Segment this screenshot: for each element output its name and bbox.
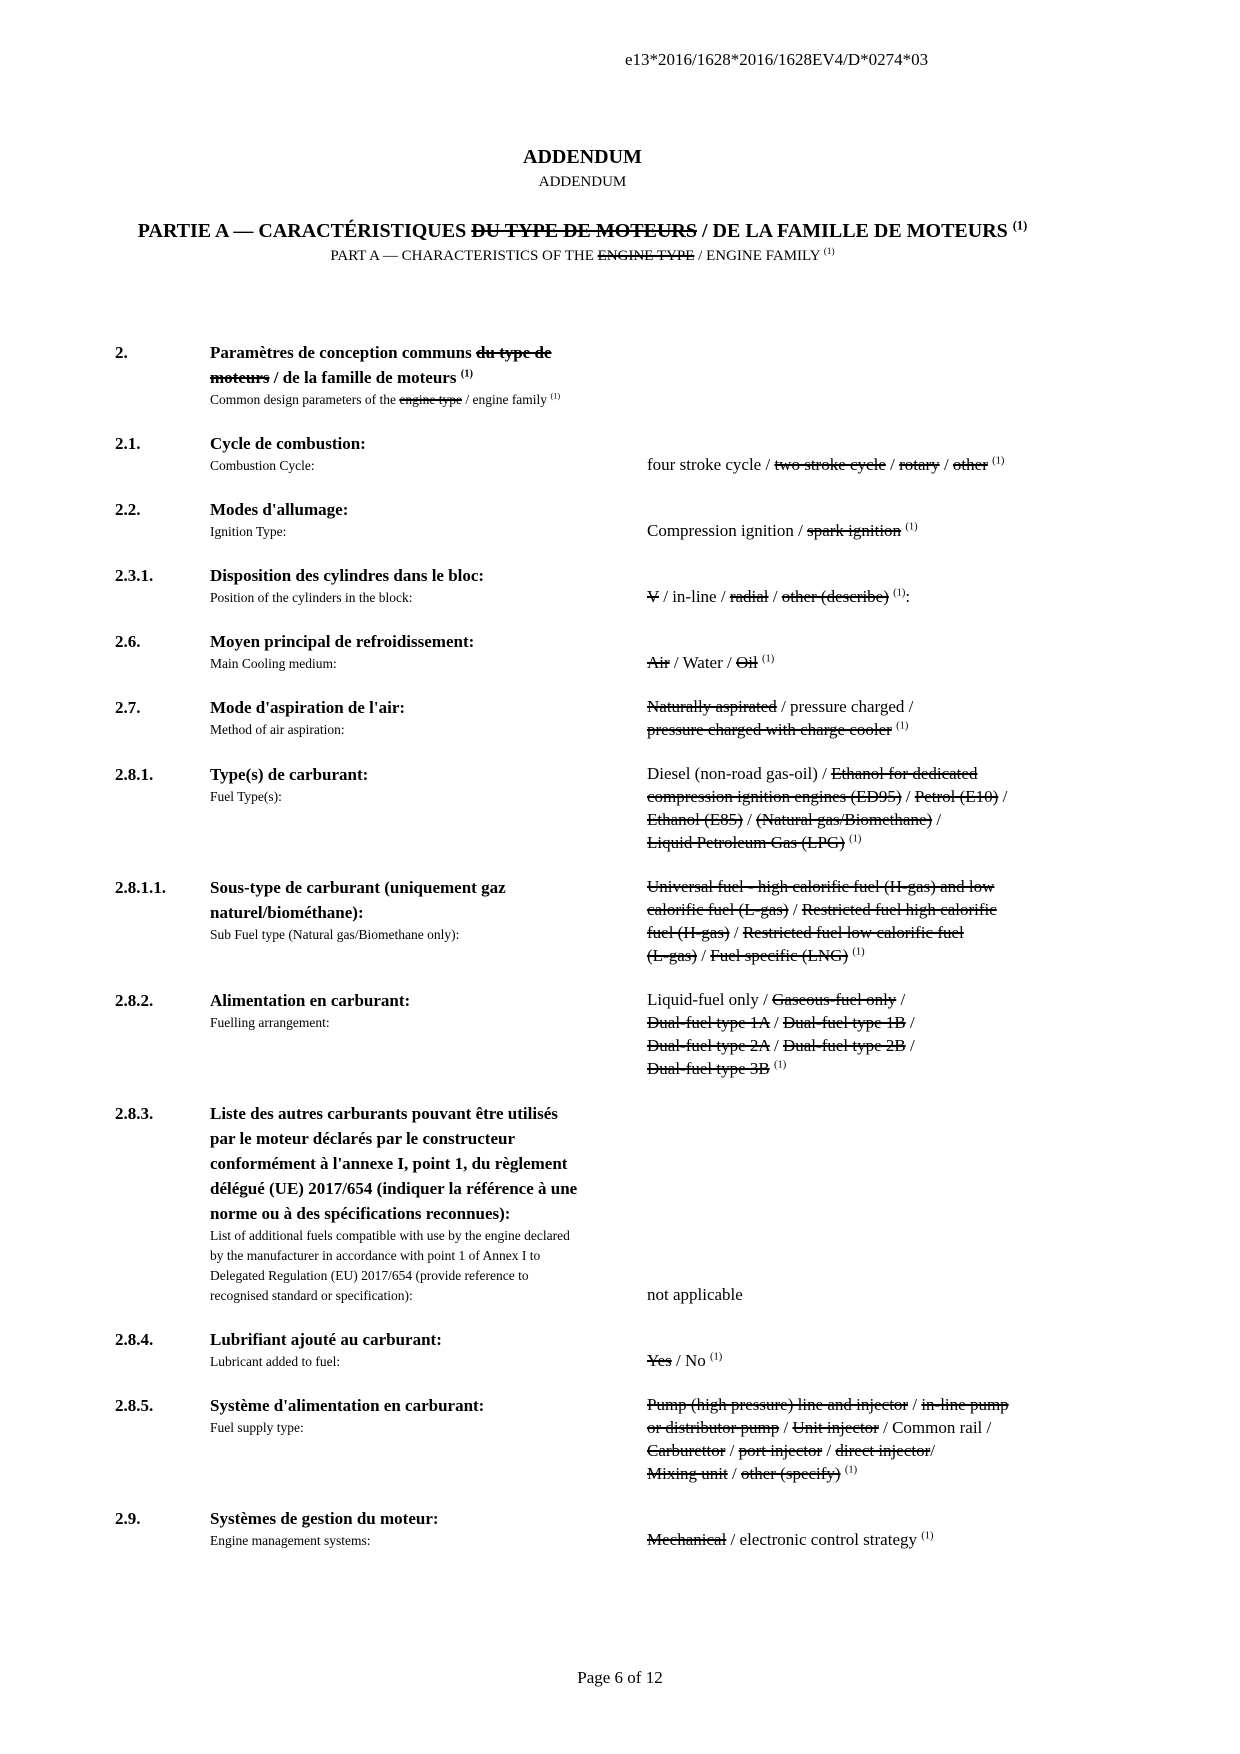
section-label-fr: [210, 340, 647, 365]
struck-text: (L-gas): [647, 946, 698, 965]
struck-text: Pump (high pressure) line and injector: [647, 1395, 909, 1414]
section-label-fr: [210, 1101, 647, 1126]
section-label: [210, 1327, 647, 1372]
section-label-en: [210, 720, 647, 740]
section-value-line: [647, 762, 1145, 785]
section-value-line: [647, 453, 1145, 476]
section-value-line: [647, 875, 1145, 898]
footnote-ref: (1): [893, 587, 906, 599]
section-row: [115, 497, 1145, 542]
approval-number: e13*2016/1628*2016/1628EV4/D*0274*03: [625, 50, 929, 69]
section-row: [115, 629, 1145, 674]
part-a-heading-fr: [0, 220, 1165, 243]
section-number: 2.7.: [115, 698, 141, 717]
section-label: [210, 695, 647, 741]
footnote-ref: (1): [823, 247, 835, 257]
struck-text: du type de: [475, 343, 552, 362]
section-label: [210, 988, 647, 1080]
section-value-line: [647, 808, 1145, 831]
section-label-fr: [210, 1126, 647, 1151]
struck-text: Carburettor: [647, 1441, 726, 1460]
text-segment: Fuel Type(s):: [210, 789, 282, 804]
text-segment: Lubricant added to fuel:: [210, 1354, 341, 1369]
addendum-title-en: ADDENDUM: [538, 174, 627, 190]
struck-text: calorific fuel (L-gas): [647, 900, 789, 919]
struck-text: Liquid Petroleum Gas (LPG): [647, 833, 845, 852]
section-number: 2.8.2.: [115, 991, 154, 1010]
section-label-fr: [210, 1201, 647, 1226]
text-segment: Fuelling arrangement:: [210, 1015, 330, 1030]
section-value-line: [647, 695, 1145, 718]
section-value: [647, 1327, 1145, 1372]
section-label-en: [210, 522, 647, 542]
section-label-en: [210, 925, 647, 945]
text-segment: norme ou à des spécifications reconnues):: [210, 1204, 511, 1223]
struck-text: Dual-fuel type 2B: [782, 1036, 906, 1055]
text-segment: /: [905, 1036, 915, 1055]
text-segment: /: [939, 455, 953, 474]
section-row: [115, 695, 1145, 741]
section-value: [647, 497, 1145, 542]
section-label-fr: [210, 1393, 647, 1418]
section-label: [210, 875, 647, 967]
struck-text: Fuel specific (LNG): [710, 946, 849, 965]
section-number: 2.8.4.: [115, 1330, 154, 1349]
struck-text: other: [952, 455, 988, 474]
section-value-line: [647, 1462, 1145, 1485]
section-row: [115, 1393, 1145, 1485]
struck-text: fuel (H-gas): [647, 923, 730, 942]
section-label-fr: [210, 875, 647, 900]
text-segment: recognised standard or specification):: [210, 1288, 413, 1303]
section-label-fr: [210, 497, 647, 522]
section-label: [210, 1393, 647, 1485]
struck-text: port injector: [738, 1441, 823, 1460]
footnote-ref: (1): [844, 1464, 858, 1476]
struck-text: direct injector: [835, 1441, 931, 1460]
text-segment: Engine management systems:: [210, 1533, 371, 1548]
section-number: 2.8.3.: [115, 1104, 154, 1123]
footnote-ref: (1): [774, 1059, 787, 1071]
text-segment: four stroke cycle /: [647, 455, 775, 474]
section-row: [115, 431, 1145, 476]
struck-text: rotary: [899, 455, 940, 474]
text-segment: Moyen principal de refroidissement:: [210, 632, 475, 651]
section-value-line: [647, 1528, 1145, 1551]
section-value: [647, 988, 1145, 1080]
text-segment: /: [896, 990, 906, 1009]
struck-text: moteurs: [210, 368, 270, 387]
text-segment: /: [697, 946, 711, 965]
text-segment: / in-line /: [658, 587, 730, 606]
struck-text: Ethanol (E85): [647, 810, 743, 829]
text-segment: not applicable: [647, 1285, 743, 1304]
section-value-line: [647, 1034, 1145, 1057]
text-segment: Alimentation en carburant:: [210, 991, 411, 1010]
text-segment: / de la famille de moteurs: [269, 368, 461, 387]
text-segment: /: [905, 1013, 915, 1032]
footnote-ref: (1): [849, 833, 862, 845]
section-value-line: [647, 944, 1145, 967]
section-value: [647, 629, 1145, 674]
struck-text: Restricted fuel low calorific fuel: [742, 923, 964, 942]
section-label-fr: [210, 563, 647, 588]
text-segment: Diesel (non-road gas-oil) /: [647, 764, 832, 783]
text-segment: /: [885, 455, 900, 474]
section-label: [210, 1506, 647, 1551]
footnote-ref: (1): [896, 720, 909, 732]
section-value: [647, 695, 1145, 741]
text-segment: Système d'alimentation en carburant:: [210, 1396, 485, 1415]
text-segment: PARTIE A — CARACTÉRISTIQUES: [137, 220, 472, 242]
struck-text: ENGINE TYPE: [597, 248, 695, 264]
section-label: [210, 563, 647, 608]
text-segment: / ENGINE FAMILY: [694, 248, 824, 264]
section-label: [210, 497, 647, 542]
text-segment: /: [901, 787, 915, 806]
section-value-line: [647, 831, 1145, 854]
struck-text: or distributor pump: [647, 1418, 780, 1437]
text-segment: Fuel supply type:: [210, 1420, 304, 1435]
section-label-fr: [210, 1327, 647, 1352]
section-row: [115, 875, 1145, 967]
section-number: 2.8.1.1.: [115, 878, 166, 897]
section-label-fr: [210, 1506, 647, 1531]
footnote-ref: (1): [921, 1530, 934, 1542]
struck-text: Dual-fuel type 1A: [647, 1013, 770, 1032]
section-value-line: [647, 1439, 1145, 1462]
sections-container: [115, 340, 1145, 1572]
footnote-ref: (1): [550, 391, 561, 401]
section-row: [115, 1327, 1145, 1372]
text-segment: /: [908, 1395, 922, 1414]
text-segment: Common design parameters of the: [210, 392, 400, 407]
page-number: Page 6 of 12: [577, 1668, 663, 1687]
section-row: [115, 340, 1145, 410]
section-number: 2.8.5.: [115, 1396, 154, 1415]
text-segment: /: [729, 923, 743, 942]
struck-text: engine type: [399, 392, 462, 407]
part-a-heading-block: [0, 220, 1165, 265]
struck-text: Yes: [647, 1351, 672, 1370]
section-row: [115, 563, 1145, 608]
section-row: [115, 1101, 1145, 1306]
section-label: [210, 340, 647, 410]
struck-text: in-line pump: [921, 1395, 1009, 1414]
section-label-en: [210, 588, 647, 608]
section-value: [647, 1101, 1145, 1306]
text-segment: Modes d'allumage:: [210, 500, 349, 519]
section-label-en: [210, 1286, 647, 1306]
footnote-ref: (1): [761, 653, 775, 665]
text-segment: /: [932, 810, 942, 829]
section-label-en: [210, 1013, 647, 1033]
text-segment: / Water /: [669, 653, 736, 672]
section-value: [647, 563, 1145, 608]
struck-text: compression ignition engines (ED95): [647, 787, 902, 806]
section-label-en: [210, 456, 647, 476]
section-value-line: [647, 921, 1145, 944]
text-segment: Main Cooling medium:: [210, 656, 337, 671]
struck-text: Gaseous-fuel only: [772, 990, 897, 1009]
section-label-en: [210, 654, 647, 674]
text-segment: Method of air aspiration:: [210, 722, 345, 737]
text-segment: par le moteur déclarés par le constructeur: [210, 1129, 515, 1148]
section-value-line: [647, 1416, 1145, 1439]
struck-text: Air: [647, 653, 670, 672]
text-segment: / electronic control strategy: [726, 1530, 922, 1549]
text-segment: /: [822, 1441, 836, 1460]
text-segment: conformément à l'annexe I, point 1, du règlement: [210, 1154, 568, 1173]
text-segment: Type(s) de carburant:: [210, 765, 369, 784]
text-segment: /: [727, 1464, 741, 1483]
section-row: [115, 1506, 1145, 1551]
section-label-fr: [210, 431, 647, 456]
text-segment: :: [905, 587, 911, 606]
text-segment: Paramètres de conception communs: [210, 343, 476, 362]
section-label-en: [210, 1352, 647, 1372]
section-label-fr: [210, 900, 647, 925]
text-segment: / engine family: [461, 392, 551, 407]
struck-text: Dual-fuel type 3B: [647, 1059, 770, 1078]
struck-text: Ethanol for dedicated: [831, 764, 978, 783]
section-value-line: [647, 1011, 1145, 1034]
struck-text: Dual-fuel type 2A: [647, 1036, 770, 1055]
text-segment: / DE LA FAMILLE DE MOTEURS: [697, 220, 1013, 242]
section-label-fr: [210, 1176, 647, 1201]
footnote-ref: (1): [992, 455, 1005, 467]
section-value-line: [647, 988, 1145, 1011]
text-segment: Liste des autres carburants pouvant être utilisés: [210, 1104, 558, 1123]
section-value-line: [647, 651, 1145, 674]
section-label-fr: [210, 365, 647, 390]
struck-text: Universal fuel - high calorific fuel (H-gas) and low: [647, 877, 995, 896]
struck-text: Mixing unit: [647, 1464, 728, 1483]
text-segment: Systèmes de gestion du moteur:: [210, 1509, 439, 1528]
section-label-fr: [210, 988, 647, 1013]
section-label: [210, 629, 647, 674]
section-value-line: [647, 585, 1145, 608]
text-segment: / No: [671, 1351, 710, 1370]
section-row: [115, 988, 1145, 1080]
text-segment: /: [768, 587, 782, 606]
text-segment: Lubrifiant ajouté au carburant:: [210, 1330, 442, 1349]
section-value-line: [647, 1349, 1145, 1372]
struck-text: Restricted fuel high calorific: [801, 900, 997, 919]
struck-text: (Natural gas/Biomethane): [756, 810, 933, 829]
section-number: 2.: [115, 343, 128, 362]
struck-text: spark ignition: [807, 521, 902, 540]
section-number: 2.6.: [115, 632, 141, 651]
text-segment: Ignition Type:: [210, 524, 287, 539]
section-value: [647, 340, 1145, 410]
struck-text: DU TYPE DE MOTEURS: [471, 220, 697, 242]
struck-text: Mechanical: [647, 1530, 727, 1549]
section-label-en: [210, 787, 647, 807]
section-label-en: [210, 1246, 647, 1266]
addendum-title-fr: ADDENDUM: [523, 146, 642, 168]
section-label-fr: [210, 1151, 647, 1176]
footnote-ref: (1): [460, 368, 473, 380]
struck-text: two stroke cycle: [774, 455, 886, 474]
text-segment: /: [930, 1441, 935, 1460]
section-label-fr: [210, 629, 647, 654]
text-segment: Mode d'aspiration de l'air:: [210, 698, 406, 717]
section-label: [210, 762, 647, 854]
footnote-ref: (1): [905, 521, 918, 533]
section-label: [210, 1101, 647, 1306]
struck-text: Unit injector: [792, 1418, 879, 1437]
text-segment: / pressure charged /: [776, 697, 914, 716]
text-segment: /: [742, 810, 757, 829]
text-segment: /: [779, 1418, 793, 1437]
section-value-line: [647, 1057, 1145, 1080]
section-value-line: [647, 785, 1145, 808]
section-number: 2.3.1.: [115, 566, 154, 585]
text-segment: List of additional fuels compatible with use by the engine declared: [210, 1228, 570, 1243]
section-number: 2.1.: [115, 434, 141, 453]
text-segment: Liquid-fuel only /: [647, 990, 773, 1009]
footnote-ref: (1): [1012, 218, 1028, 233]
text-segment: /: [769, 1013, 783, 1032]
section-value: [647, 875, 1145, 967]
section-value: [647, 431, 1145, 476]
struck-text: Oil: [735, 653, 758, 672]
section-label-fr: [210, 695, 647, 720]
text-segment: Sous-type de carburant (uniquement gaz: [210, 878, 506, 897]
struck-text: Petrol (E10): [914, 787, 999, 806]
section-value: [647, 1506, 1145, 1551]
text-segment: PART A — CHARACTERISTICS OF THE: [330, 248, 598, 264]
struck-text: V: [647, 587, 659, 606]
text-segment: /: [998, 787, 1008, 806]
text-segment: /: [725, 1441, 739, 1460]
struck-text: radial: [729, 587, 769, 606]
section-value-line: [647, 1283, 1145, 1306]
text-segment: by the manufacturer in accordance with point 1 of Annex I to: [210, 1248, 541, 1263]
section-value-line: [647, 718, 1145, 741]
section-label-en: [210, 1226, 647, 1246]
text-segment: Position of the cylinders in the block:: [210, 590, 413, 605]
section-number: 2.8.1.: [115, 765, 154, 784]
text-segment: Delegated Regulation (EU) 2017/654 (provide reference to: [210, 1268, 529, 1283]
text-segment: Compression ignition /: [647, 521, 808, 540]
text-segment: délégué (UE) 2017/654 (indiquer la référence à une: [210, 1179, 578, 1198]
section-value-line: [647, 519, 1145, 542]
section-label-en: [210, 1418, 647, 1438]
struck-text: other (describe): [781, 587, 889, 606]
text-segment: Sub Fuel type (Natural gas/Biomethane only):: [210, 927, 460, 942]
addendum-title-block: [0, 146, 1165, 191]
text-segment: /: [769, 1036, 783, 1055]
section-value-line: [647, 1393, 1145, 1416]
text-segment: naturel/biométhane):: [210, 903, 364, 922]
section-label-fr: [210, 762, 647, 787]
text-segment: /: [788, 900, 802, 919]
section-number: 2.2.: [115, 500, 141, 519]
section-value: [647, 1393, 1145, 1485]
struck-text: Naturally aspirated: [647, 697, 777, 716]
text-segment: / Common rail /: [878, 1418, 992, 1437]
section-label: [210, 431, 647, 476]
footnote-ref: (1): [710, 1351, 723, 1363]
text-segment: Disposition des cylindres dans le bloc:: [210, 566, 485, 585]
section-label-en: [210, 1531, 647, 1551]
part-a-heading-en: [0, 248, 1165, 265]
footnote-ref: (1): [852, 946, 865, 958]
section-value: [647, 762, 1145, 854]
section-value-line: [647, 898, 1145, 921]
section-label-en: [210, 1266, 647, 1286]
struck-text: other (specify): [741, 1464, 841, 1483]
section-row: [115, 762, 1145, 854]
text-segment: Combustion Cycle:: [210, 458, 315, 473]
struck-text: pressure charged with charge cooler: [647, 720, 892, 739]
text-segment: Cycle de combustion:: [210, 434, 366, 453]
section-number: 2.9.: [115, 1509, 141, 1528]
struck-text: Dual-fuel type 1B: [782, 1013, 906, 1032]
section-label-en: [210, 390, 647, 410]
